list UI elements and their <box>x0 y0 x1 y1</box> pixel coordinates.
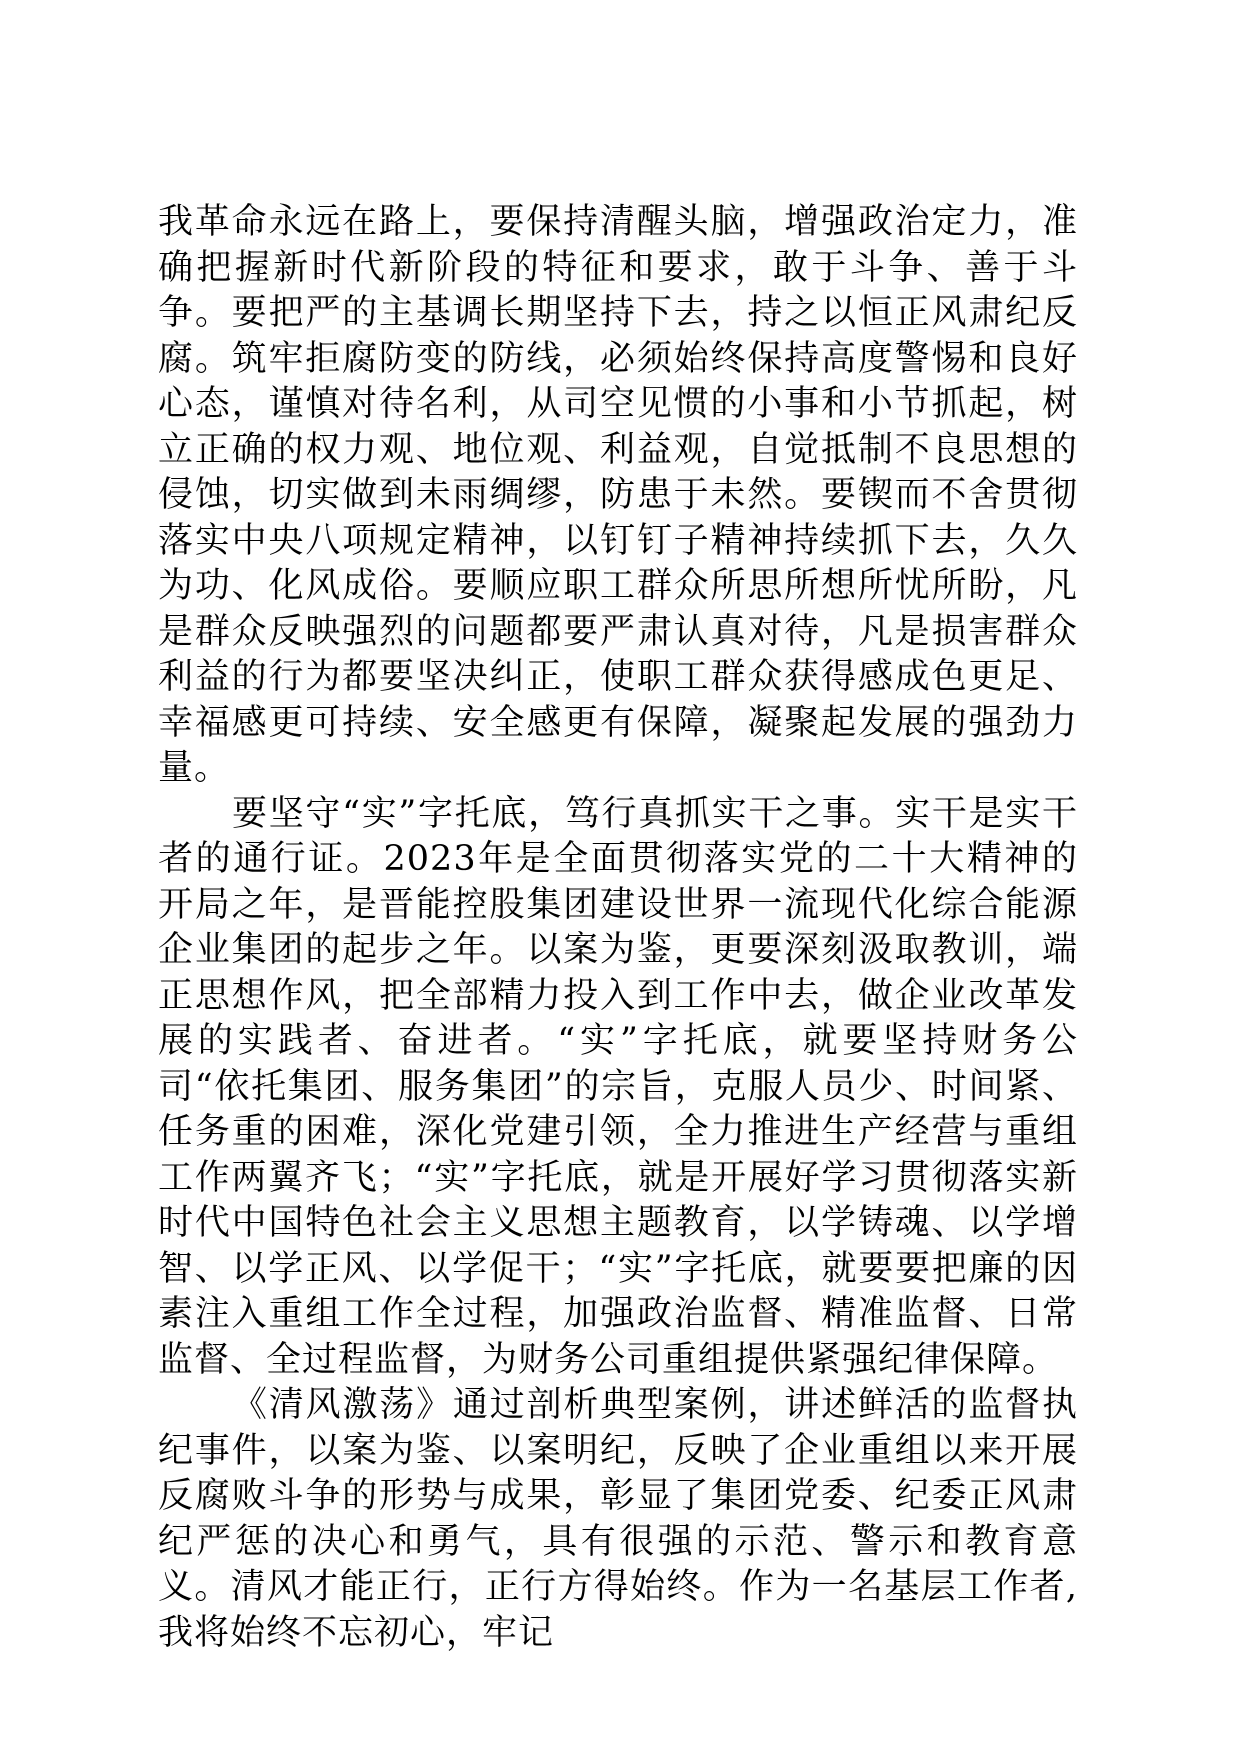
paragraph-2: 要坚守“实”字托底，笃行真抓实干之事。实干是实干者的通行证。2023年是全面贯彻落实党的二十大精神的开局之年，是晋能控股集团建设世界一流现代化综合能源企业集团的起步之年。以案为鉴，更要深刻汲取教训，端正思想作风，把全部精力投入到工作中去，做企业改革发展的实践者、奋进者。“实”字托底，就要坚持财务公司“依托集团、服务集团”的宗旨，克服人员少、时间紧、任务重的困难，深化党建引领，全力推进生产经营与重组工作两翼齐飞；“实”字托底，就是开展好学习贯彻落实新时代中国特色社会主义思想主题教育，以学铸魂、以学增智、以学正风、以学促干；“实”字托底，就要要把廉的因素注入重组工作全过程，加强政治监督、精准监督、日常监督、全过程监督，为财务公司重组提供紧强纪律保障。 <box>158 793 1078 1380</box>
body-text <box>158 200 1078 1656</box>
paragraph-3: 《清风激荡》通过剖析典型案例，讲述鲜活的监督执纪事件，以案为鉴、以案明纪，反映了企业重组以来开展反腐败斗争的形势与成果，彰显了集团党委、纪委正风肃纪严惩的决心和勇气，具有很强的示范、警示和教育意义。清风才能正行，正行方得始终。作为一名基层工作者,我将始终不忘初心，牢记 <box>158 1385 1078 1653</box>
paragraph-1: 我革命永远在路上，要保持清醒头脑，增强政治定力，准确把握新时代新阶段的特征和要求，敢于斗争、善于斗争。要把严的主基调长期坚持下去，持之以恒正风肃纪反腐。筑牢拒腐防变的防线，必须始终保持高度警惕和良好心态，谨慎对待名利，从司空见惯的小事和小节抓起，树立正确的权力观、地位观、利益观，自觉抵制不良思想的侵蚀，切实做到未雨绸缪，防患于未然。要锲而不舍贯彻落实中央八项规定精神，以钉钉子精神持续抓下去，久久为功、化风成俗。要顺应职工群众所思所想所忧所盼，凡是群众反映强烈的问题都要严肃认真对待，凡是损害群众利益的行为都要坚决纠正，使职工群众获得感成色更足、幸福感更可持续、安全感更有保障，凝聚起发展的强劲力量。 <box>158 202 1078 788</box>
